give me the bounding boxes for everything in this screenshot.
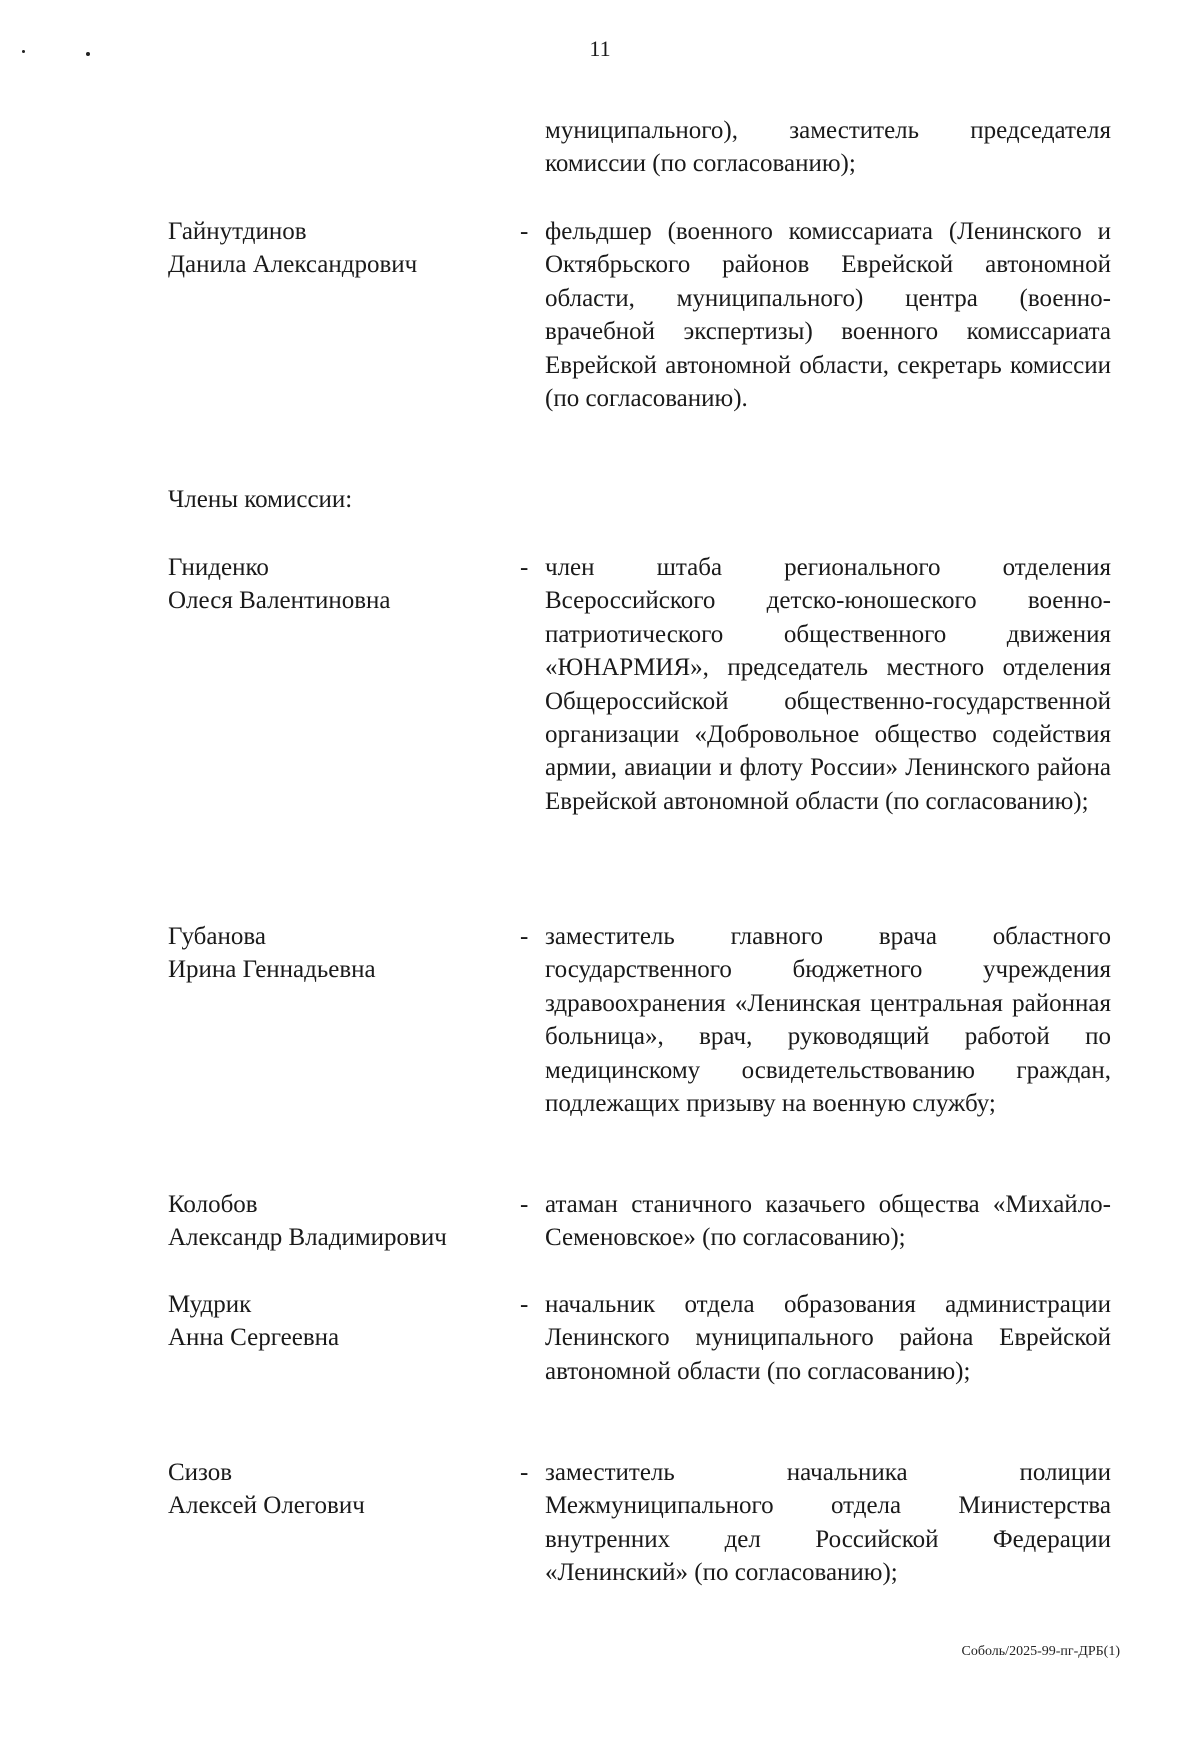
person-given-names: Данила Александрович xyxy=(168,251,418,279)
person-description: фельдшер (военного комиссариата (Ленинского и Октябрьского районов Еврейской автономной области, муниципального) центра (военно-врачебной экспертизы) военного комиссариата Еврейской автономной области, секретарь комиссии (по согласованию). xyxy=(545,218,1111,413)
members-heading: Члены комиссии: xyxy=(168,486,353,513)
person-description: заместитель главного врача областного государственного бюджетного учреждения здравоохранения «Ленинская центральная районная больница», врач, руководящий работой по медицинскому освидетельствованию граждан, подлежащих призыву на военную службу; xyxy=(545,923,1111,1118)
person-given-names: Олеся Валентиновна xyxy=(168,587,391,615)
person-surname: Гайнутдинов xyxy=(168,218,307,245)
person-name xyxy=(168,1188,508,1255)
person-given-names: Алексей Олегович xyxy=(168,1492,365,1520)
entry-dash: - xyxy=(520,554,529,581)
entry-dash: - xyxy=(520,1291,529,1318)
person-surname: Мудрик xyxy=(168,1291,252,1318)
person-description: начальник отдела образования администрации Ленинского муниципального района Еврейской автономной области (по согласованию); xyxy=(545,1291,1111,1385)
person-name xyxy=(168,920,508,987)
person-surname: Гниденко xyxy=(168,554,269,581)
person-surname: Сизов xyxy=(168,1459,233,1486)
person-name xyxy=(168,1288,508,1355)
document-footer-code: Соболь/2025-99-пг-ДРБ(1) xyxy=(961,1644,1120,1659)
page-number: 11 xyxy=(589,36,611,61)
person-given-names: Анна Сергеевна xyxy=(168,1324,340,1352)
person-description: член штаба регионального отделения Всероссийского детско-юношеского военно-патриотического общественного движения «ЮНАРМИЯ», председатель местного отделения Общероссийской общественно-государственной организации «Добровольное общество содействия армии, авиации и флоту России» Ленинского района Еврейской автономной области (по согласованию); xyxy=(545,554,1111,815)
entry-dash: - xyxy=(520,1191,529,1218)
continuation-description: муниципального), заместитель председателя комиссии (по согласованию); xyxy=(545,117,1111,178)
person-description: заместитель начальника полиции Межмуниципального отдела Министерства внутренних дел Российской Федерации «Ленинский» (по согласованию); xyxy=(545,1459,1111,1587)
person-name xyxy=(168,551,508,618)
entry-dash: - xyxy=(520,218,529,245)
person-description: атаман станичного казачьего общества «Михайло-Семеновское» (по согласованию); xyxy=(545,1191,1111,1252)
entry-dash: - xyxy=(520,1459,529,1486)
entry-dash: - xyxy=(520,923,529,950)
person-given-names: Александр Владимирович xyxy=(168,1224,447,1252)
scan-artifact-dot xyxy=(22,50,25,53)
person-name xyxy=(168,215,508,282)
person-given-names: Ирина Геннадьевна xyxy=(168,956,376,984)
person-surname: Колобов xyxy=(168,1191,258,1218)
person-name xyxy=(168,1456,508,1523)
scan-artifact-dot xyxy=(86,52,90,56)
person-surname: Губанова xyxy=(168,923,266,950)
